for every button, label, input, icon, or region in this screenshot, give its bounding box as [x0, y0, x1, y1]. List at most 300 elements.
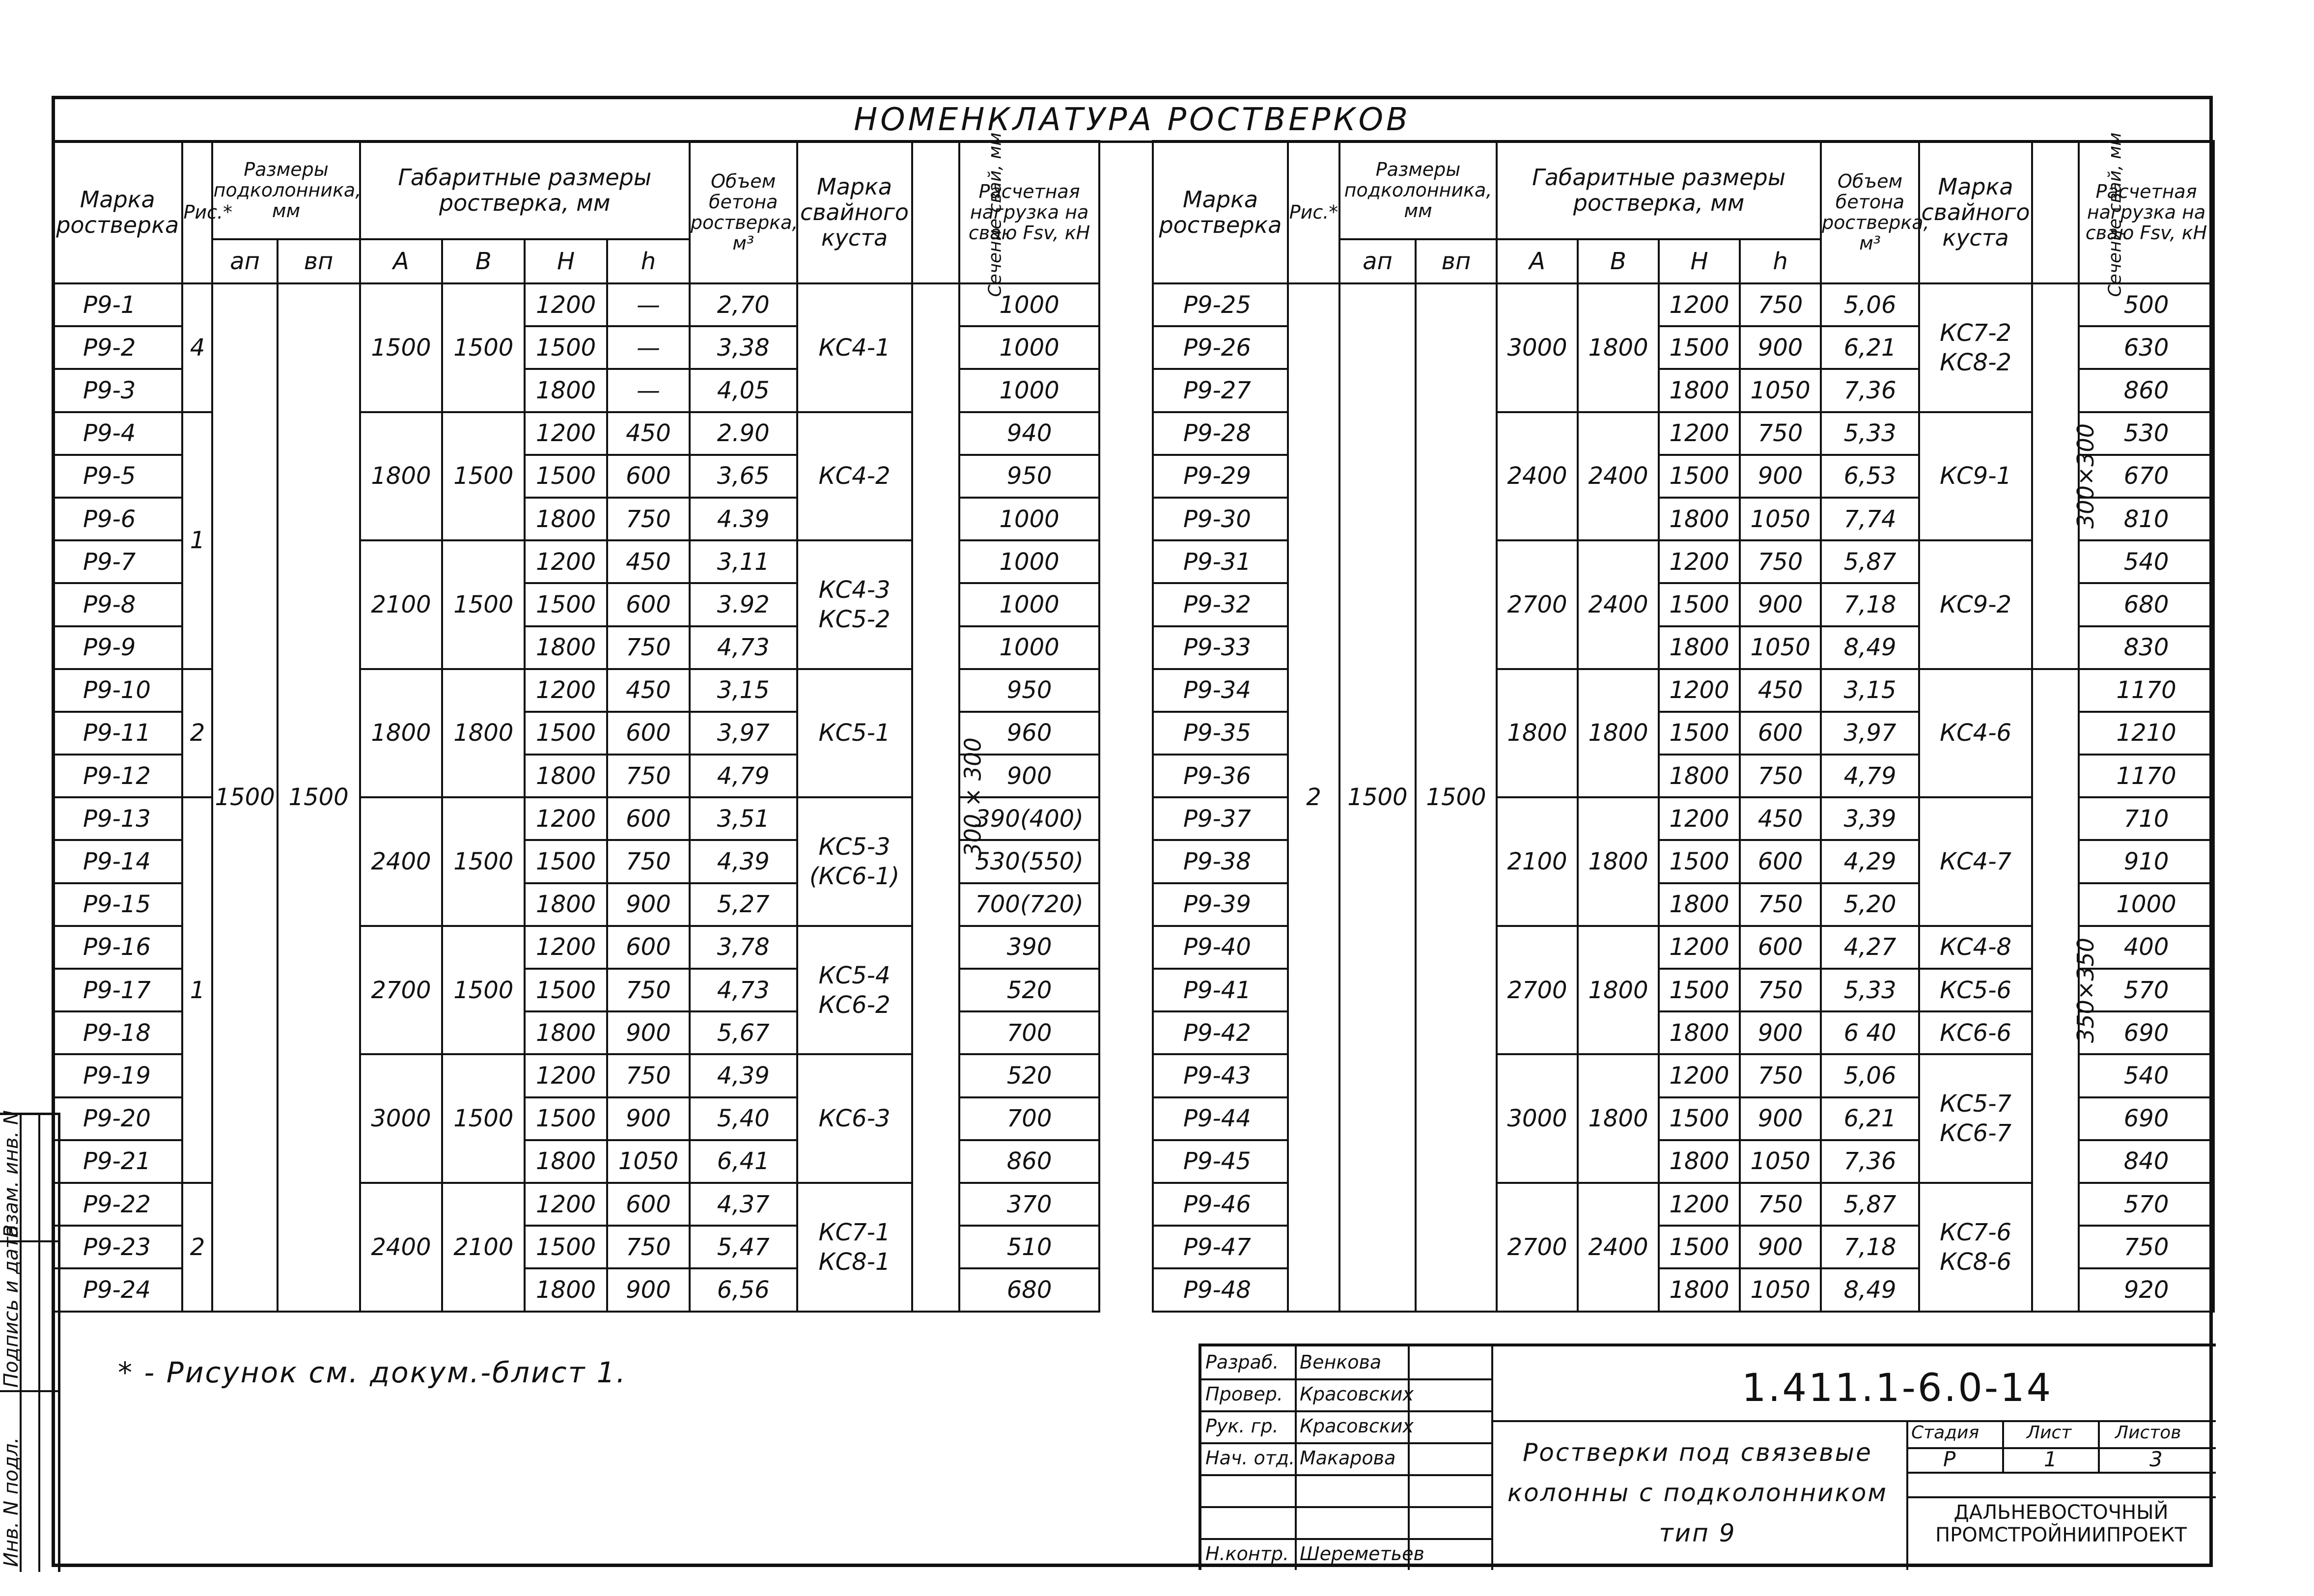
A-cell: 3000: [1497, 283, 1578, 412]
volume-cell: 8,49: [1821, 626, 1919, 669]
mark-cell: Р9-10: [53, 669, 182, 712]
h-cell: 750: [607, 1226, 690, 1268]
B-cell: 1800: [1578, 797, 1659, 926]
header-design-load: Расчетная нагрузка на сваю Fsv, кН: [959, 141, 1099, 283]
mark-cell: Р9-29: [1153, 455, 1288, 498]
mark-cell: Р9-15: [53, 883, 182, 926]
stamp-name: Красовских: [1300, 1415, 1414, 1437]
volume-cell: 4,29: [1821, 840, 1919, 883]
section-value: 300×300: [2072, 423, 2099, 529]
H-cell: 1200: [1659, 926, 1740, 969]
cluster-cell: КС4-2: [797, 412, 912, 541]
volume-cell: 7,36: [1821, 1140, 1919, 1183]
volume-cell: 7,18: [1821, 583, 1919, 626]
load-cell: 860: [959, 1140, 1099, 1183]
load-cell: 570: [2079, 1183, 2214, 1226]
mark-cell: Р9-9: [53, 626, 182, 669]
h-cell: 1050: [1740, 369, 1821, 412]
section-cell: [2032, 669, 2099, 1312]
mark-cell: Р9-22: [53, 1183, 182, 1226]
volume-cell: 5,06: [1821, 1054, 1919, 1097]
H-cell: 1200: [525, 1054, 607, 1097]
volume-cell: 4,39: [690, 840, 797, 883]
volume-cell: 6,21: [1821, 1097, 1919, 1140]
H-cell: 1800: [1659, 498, 1740, 540]
fig-cell: 4: [182, 283, 212, 412]
header-pile-section: Сечение свай, мм: [912, 141, 960, 283]
cluster-cell: КС4-1: [797, 283, 912, 412]
B-cell: 1500: [442, 1054, 525, 1183]
h-cell: 750: [607, 1054, 690, 1097]
header-pile-cluster: Марка свайного куста: [1919, 141, 2032, 283]
header-h: h: [1740, 239, 1821, 283]
A-cell: 1800: [360, 669, 443, 798]
load-cell: 1000: [959, 369, 1099, 412]
sheets-value: 3: [2149, 1447, 2163, 1471]
header-H: H: [525, 239, 607, 283]
h-cell: 1050: [1740, 1268, 1821, 1311]
mark-cell: Р9-5: [53, 455, 182, 498]
h-cell: —: [607, 369, 690, 412]
A-cell: 2700: [1497, 540, 1578, 669]
side-label-sign: Подпись и дата: [0, 1225, 23, 1388]
volume-cell: 5,47: [690, 1226, 797, 1268]
fig-cell: 2: [182, 1183, 212, 1312]
load-cell: 940: [959, 412, 1099, 455]
mark-cell: Р9-7: [53, 540, 182, 583]
B-cell: 2400: [1578, 540, 1659, 669]
load-cell: 810: [2079, 498, 2214, 540]
h-cell: 900: [1740, 583, 1821, 626]
h-cell: 450: [1740, 797, 1821, 840]
load-cell: 530(550): [959, 840, 1099, 883]
header-an: aп: [1339, 239, 1416, 283]
B-cell: 1500: [442, 412, 525, 541]
H-cell: 1200: [1659, 797, 1740, 840]
volume-cell: 7,74: [1821, 498, 1919, 540]
h-cell: 600: [1740, 712, 1821, 755]
header-fig: Рис.*: [1288, 141, 1339, 283]
volume-cell: 4,05: [690, 369, 797, 412]
load-cell: 910: [2079, 840, 2214, 883]
header-pile-section: Сечение свай, мм: [2032, 141, 2079, 283]
cluster-cell: КС5-7 КС6-7: [1919, 1054, 2032, 1183]
h-cell: 450: [607, 412, 690, 455]
mark-cell: Р9-6: [53, 498, 182, 540]
H-cell: 1200: [525, 926, 607, 969]
load-cell: 830: [2079, 626, 2214, 669]
header-design-load: Расчетная нагрузка на сваю Fsv, кН: [2079, 141, 2214, 283]
H-cell: 1500: [525, 455, 607, 498]
B-cell: 1500: [442, 540, 525, 669]
load-cell: 950: [959, 455, 1099, 498]
volume-cell: 5,40: [690, 1097, 797, 1140]
h-cell: 900: [607, 1011, 690, 1054]
H-cell: 1800: [1659, 755, 1740, 797]
mark-cell: Р9-12: [53, 755, 182, 797]
A-cell: 1500: [360, 283, 443, 412]
volume-cell: 6,21: [1821, 326, 1919, 369]
h-cell: 600: [607, 455, 690, 498]
footnote: * - Рисунок см. докум.-блист 1.: [118, 1356, 627, 1389]
volume-cell: 5,33: [1821, 969, 1919, 1011]
load-cell: 680: [959, 1268, 1099, 1311]
mark-cell: Р9-41: [1153, 969, 1288, 1011]
H-cell: 1800: [1659, 1268, 1740, 1311]
load-cell: 690: [2079, 1011, 2214, 1054]
mark-cell: Р9-37: [1153, 797, 1288, 840]
mark-cell: Р9-34: [1153, 669, 1288, 712]
H-cell: 1200: [1659, 412, 1740, 455]
A-cell: 1800: [1497, 669, 1578, 798]
cluster-cell: КС9-1: [1919, 412, 2032, 541]
cluster-cell: КС5-1: [797, 669, 912, 798]
H-cell: 1500: [525, 326, 607, 369]
header-H: H: [1659, 239, 1740, 283]
load-cell: 710: [2079, 797, 2214, 840]
mark-cell: Р9-11: [53, 712, 182, 755]
mark-cell: Р9-3: [53, 369, 182, 412]
H-cell: 1800: [1659, 369, 1740, 412]
H-cell: 1200: [525, 797, 607, 840]
load-cell: 900: [959, 755, 1099, 797]
volume-cell: 4,73: [690, 969, 797, 1011]
H-cell: 1500: [1659, 1097, 1740, 1140]
H-cell: 1500: [525, 969, 607, 1011]
h-cell: —: [607, 326, 690, 369]
h-cell: 450: [1740, 669, 1821, 712]
volume-cell: 6 40: [1821, 1011, 1919, 1054]
load-cell: 390: [959, 926, 1099, 969]
load-cell: 520: [959, 969, 1099, 1011]
load-cell: 1210: [2079, 712, 2214, 755]
h-cell: 750: [1740, 540, 1821, 583]
header-pile-cluster: Марка свайного куста: [797, 141, 912, 283]
section-value: 300 × 300: [959, 737, 986, 857]
H-cell: 1500: [1659, 840, 1740, 883]
mark-cell: Р9-18: [53, 1011, 182, 1054]
sheet-label: Лист: [2027, 1423, 2072, 1443]
A-cell: 2100: [1497, 797, 1578, 926]
volume-cell: 4,79: [1821, 755, 1919, 797]
volume-cell: 4,73: [690, 626, 797, 669]
cluster-cell: КС4-7: [1919, 797, 2032, 926]
mark-cell: Р9-48: [1153, 1268, 1288, 1311]
volume-cell: 3.92: [690, 583, 797, 626]
cluster-cell: КС7-6 КС8-6: [1919, 1183, 2032, 1312]
mark-cell: Р9-47: [1153, 1226, 1288, 1268]
mark-cell: Р9-46: [1153, 1183, 1288, 1226]
volume-cell: 5,87: [1821, 1183, 1919, 1226]
h-cell: 600: [607, 797, 690, 840]
volume-cell: 5,87: [1821, 540, 1919, 583]
H-cell: 1500: [1659, 455, 1740, 498]
cluster-cell: КС6-3: [797, 1054, 912, 1183]
mark-cell: Р9-43: [1153, 1054, 1288, 1097]
left-table: [52, 132, 1100, 1313]
table-row: [53, 283, 1099, 326]
mark-cell: Р9-23: [53, 1226, 182, 1268]
volume-cell: 5,20: [1821, 883, 1919, 926]
cluster-cell: КС4-6: [1919, 669, 2032, 798]
header-B: B: [1578, 239, 1659, 283]
h-cell: 1050: [1740, 1140, 1821, 1183]
header-h: h: [607, 239, 690, 283]
H-cell: 1800: [525, 498, 607, 540]
stage-label: Стадия: [1911, 1423, 1979, 1443]
H-cell: 1800: [525, 1140, 607, 1183]
volume-cell: 3,15: [690, 669, 797, 712]
volume-cell: 2,70: [690, 283, 797, 326]
mark-cell: Р9-33: [1153, 626, 1288, 669]
B-cell: 1800: [1578, 283, 1659, 412]
cluster-cell: КС7-2 КС8-2: [1919, 283, 2032, 412]
h-cell: 750: [1740, 1054, 1821, 1097]
mark-cell: Р9-13: [53, 797, 182, 840]
fig-cell: 2: [182, 669, 212, 798]
bn-cell: 1500: [1416, 283, 1497, 1312]
volume-cell: 6,41: [690, 1140, 797, 1183]
doc-code: 1.411.1-6.0-14: [1742, 1366, 2053, 1410]
stamp-name: Шереметьев: [1300, 1543, 1424, 1565]
mark-cell: Р9-36: [1153, 755, 1288, 797]
load-cell: 570: [2079, 969, 2214, 1011]
sheets-label: Листов: [2115, 1423, 2181, 1443]
h-cell: 1050: [607, 1140, 690, 1183]
volume-cell: 5,27: [690, 883, 797, 926]
header-B: B: [442, 239, 525, 283]
H-cell: 1500: [1659, 712, 1740, 755]
H-cell: 1800: [1659, 626, 1740, 669]
H-cell: 1800: [1659, 883, 1740, 926]
A-cell: 1800: [360, 412, 443, 541]
mark-cell: Р9-19: [53, 1054, 182, 1097]
side-label-replace: Взам. инв. N: [0, 1110, 23, 1238]
load-cell: 680: [2079, 583, 2214, 626]
mark-cell: Р9-8: [53, 583, 182, 626]
h-cell: 750: [1740, 883, 1821, 926]
cluster-cell: КС5-3 (КС6-1): [797, 797, 912, 926]
doc-title: Ростверки под связевые колонны с подколонником тип 9: [1507, 1438, 1888, 1547]
cluster-cell: КС4-3 КС5-2: [797, 540, 912, 669]
volume-cell: 5,06: [1821, 283, 1919, 326]
mark-cell: Р9-25: [1153, 283, 1288, 326]
table-row: [1153, 283, 2214, 326]
load-cell: 960: [959, 712, 1099, 755]
volume-cell: 4,39: [690, 1054, 797, 1097]
H-cell: 1200: [525, 540, 607, 583]
mark-cell: Р9-2: [53, 326, 182, 369]
load-cell: 1000: [959, 626, 1099, 669]
mark-cell: Р9-30: [1153, 498, 1288, 540]
h-cell: 600: [1740, 926, 1821, 969]
volume-cell: 3,39: [1821, 797, 1919, 840]
mark-cell: Р9-16: [53, 926, 182, 969]
cluster-cell: КС7-1 КС8-1: [797, 1183, 912, 1312]
load-cell: 540: [2079, 1054, 2214, 1097]
mark-cell: Р9-17: [53, 969, 182, 1011]
header-overall-dims: Габаритные размеры ростверка, мм: [1497, 141, 1821, 239]
load-cell: 520: [959, 1054, 1099, 1097]
mark-cell: Р9-38: [1153, 840, 1288, 883]
h-cell: 450: [607, 540, 690, 583]
header-an: aп: [212, 239, 277, 283]
volume-cell: 5,67: [690, 1011, 797, 1054]
section-value: 350×350: [2072, 937, 2099, 1043]
A-cell: 2400: [360, 1183, 443, 1312]
load-cell: 690: [2079, 1097, 2214, 1140]
load-cell: 1000: [959, 326, 1099, 369]
H-cell: 1200: [1659, 1183, 1740, 1226]
H-cell: 1200: [1659, 283, 1740, 326]
stamp-role: Нач. отд.: [1205, 1447, 1295, 1469]
volume-cell: 3,51: [690, 797, 797, 840]
header-volume: Объем бетона ростверка, м³: [690, 141, 797, 283]
h-cell: 600: [607, 712, 690, 755]
cluster-cell: КС4-8: [1919, 926, 2032, 969]
mark-cell: Р9-35: [1153, 712, 1288, 755]
h-cell: 450: [607, 669, 690, 712]
mark-cell: Р9-14: [53, 840, 182, 883]
load-cell: 1000: [959, 283, 1099, 326]
H-cell: 1800: [525, 1011, 607, 1054]
H-cell: 1800: [1659, 1140, 1740, 1183]
A-cell: 2400: [1497, 412, 1578, 541]
H-cell: 1200: [1659, 669, 1740, 712]
h-cell: 900: [607, 1097, 690, 1140]
h-cell: 750: [1740, 969, 1821, 1011]
an-cell: 1500: [1339, 283, 1416, 1312]
h-cell: 750: [607, 840, 690, 883]
h-cell: 750: [1740, 755, 1821, 797]
volume-cell: 7,18: [1821, 1226, 1919, 1268]
H-cell: 1200: [525, 1183, 607, 1226]
h-cell: 600: [607, 583, 690, 626]
load-cell: 1000: [959, 498, 1099, 540]
section-cell: [2032, 283, 2099, 669]
volume-cell: 6,53: [1821, 455, 1919, 498]
B-cell: 1500: [442, 283, 525, 412]
cluster-cell: КС9-2: [1919, 540, 2032, 669]
H-cell: 1500: [525, 840, 607, 883]
H-cell: 1800: [525, 755, 607, 797]
load-cell: 500: [2079, 283, 2214, 326]
header-sub-dims: Размеры подколонника, мм: [212, 141, 360, 239]
header-sub-dims: Размеры подколонника, мм: [1339, 141, 1497, 239]
H-cell: 1500: [1659, 969, 1740, 1011]
mark-cell: Р9-26: [1153, 326, 1288, 369]
fig-cell: 1: [182, 412, 212, 669]
load-cell: 400: [2079, 926, 2214, 969]
load-cell: 860: [2079, 369, 2214, 412]
h-cell: 1050: [1740, 626, 1821, 669]
volume-cell: 4,37: [690, 1183, 797, 1226]
stamp-name: Макарова: [1300, 1447, 1396, 1469]
h-cell: 750: [607, 969, 690, 1011]
load-cell: 700: [959, 1011, 1099, 1054]
h-cell: 750: [1740, 1183, 1821, 1226]
h-cell: 750: [607, 498, 690, 540]
mark-cell: Р9-21: [53, 1140, 182, 1183]
header-mark: Марка ростверка: [1153, 141, 1288, 283]
h-cell: 900: [1740, 1097, 1821, 1140]
load-cell: 920: [2079, 1268, 2214, 1311]
mark-cell: Р9-44: [1153, 1097, 1288, 1140]
cluster-cell: КС6-6: [1919, 1011, 2032, 1054]
B-cell: 1800: [1578, 1054, 1659, 1183]
mark-cell: Р9-31: [1153, 540, 1288, 583]
H-cell: 1500: [1659, 326, 1740, 369]
A-cell: 3000: [360, 1054, 443, 1183]
volume-cell: 3,97: [1821, 712, 1919, 755]
sheet-value: 1: [2044, 1447, 2057, 1471]
load-cell: 1170: [2079, 755, 2214, 797]
header-volume: Объем бетона ростверка, м³: [1821, 141, 1919, 283]
A-cell: 2700: [1497, 1183, 1578, 1312]
B-cell: 1800: [1578, 669, 1659, 798]
load-cell: 510: [959, 1226, 1099, 1268]
H-cell: 1500: [1659, 1226, 1740, 1268]
H-cell: 1800: [525, 626, 607, 669]
header-A: A: [1497, 239, 1578, 283]
an-cell: 1500: [212, 283, 277, 1312]
mark-cell: Р9-45: [1153, 1140, 1288, 1183]
stamp-role: Рук. гр.: [1205, 1415, 1279, 1437]
load-cell: 670: [2079, 455, 2214, 498]
h-cell: 900: [607, 883, 690, 926]
side-stamp: [0, 1110, 60, 1572]
B-cell: 2400: [1578, 1183, 1659, 1312]
header-bn: вп: [278, 239, 360, 283]
h-cell: —: [607, 283, 690, 326]
h-cell: 750: [1740, 283, 1821, 326]
header-A: A: [360, 239, 443, 283]
h-cell: 600: [607, 1183, 690, 1226]
load-cell: 1000: [959, 583, 1099, 626]
h-cell: 750: [607, 626, 690, 669]
H-cell: 1800: [525, 1268, 607, 1311]
load-cell: 630: [2079, 326, 2214, 369]
H-cell: 1800: [1659, 1011, 1740, 1054]
volume-cell: 3,11: [690, 540, 797, 583]
side-label-inv: Инв. N подл.: [0, 1437, 23, 1567]
volume-cell: 5,33: [1821, 412, 1919, 455]
title-block: [1199, 1344, 2216, 1570]
H-cell: 1500: [525, 712, 607, 755]
right-table: [1152, 132, 2215, 1313]
load-cell: 1170: [2079, 669, 2214, 712]
volume-cell: 3,65: [690, 455, 797, 498]
volume-cell: 6,56: [690, 1268, 797, 1311]
A-cell: 2100: [360, 540, 443, 669]
H-cell: 1800: [525, 883, 607, 926]
mark-cell: Р9-1: [53, 283, 182, 326]
header-mark: Марка ростверка: [53, 141, 182, 283]
mark-cell: Р9-32: [1153, 583, 1288, 626]
B-cell: 2100: [442, 1183, 525, 1312]
load-cell: 750: [2079, 1226, 2214, 1268]
stamp-role: Провер.: [1205, 1383, 1283, 1405]
h-cell: 900: [1740, 326, 1821, 369]
h-cell: 600: [1740, 840, 1821, 883]
H-cell: 1500: [525, 1226, 607, 1268]
H-cell: 1500: [525, 1097, 607, 1140]
stamp-name: Венкова: [1300, 1351, 1382, 1373]
section-cell: [912, 283, 986, 1312]
stamp-role: Разраб.: [1205, 1351, 1279, 1373]
volume-cell: 4,79: [690, 755, 797, 797]
h-cell: 900: [1740, 1011, 1821, 1054]
